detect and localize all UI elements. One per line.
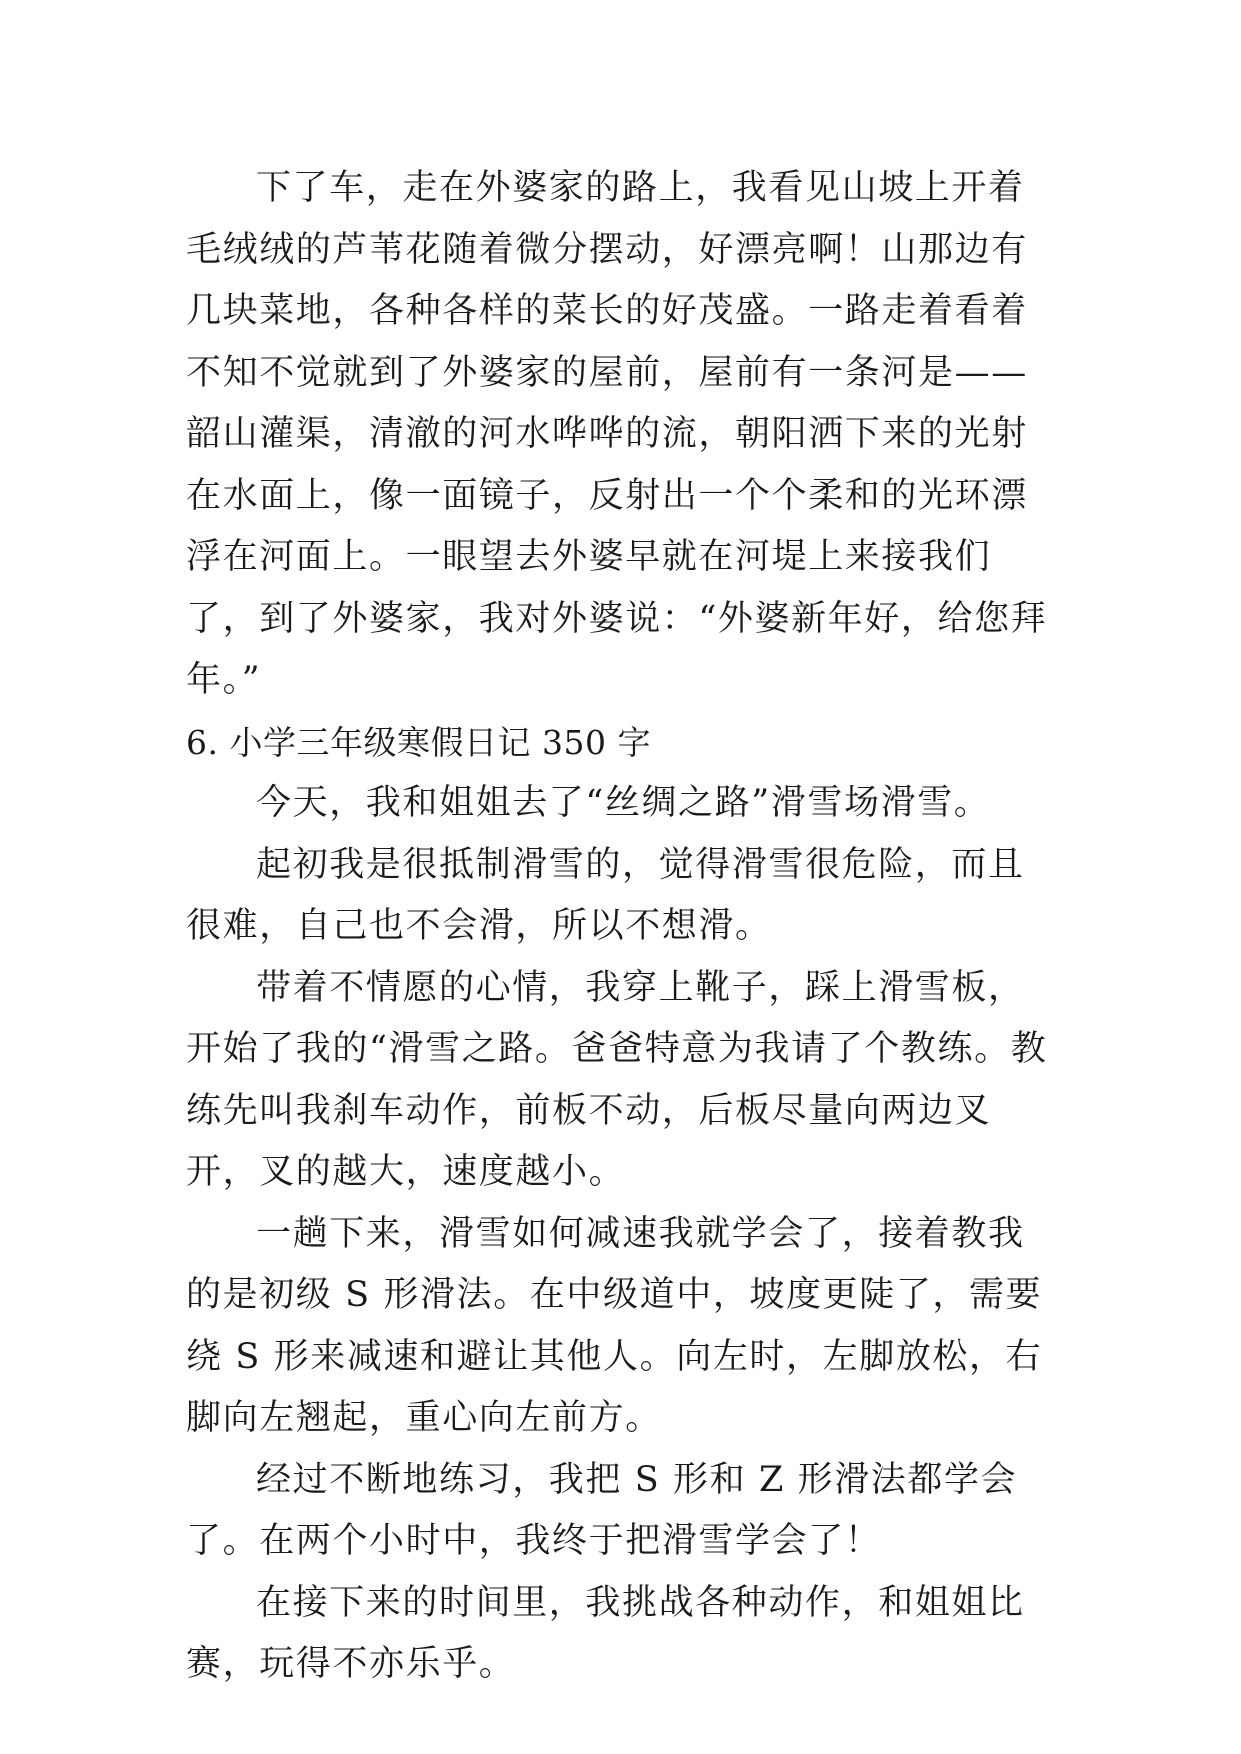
body-paragraph: 今天，我和姐姐去了“丝绸之路”滑雪场滑雪。 xyxy=(256,783,991,823)
body-paragraph: 带着不情愿的心情，我穿上靴子，踩上滑雪板，开始了我的“滑雪之路。爸爸特意为我请了个教练。教练先叫我刹车动作，前板不动，后板尽量向两边叉开，叉的越大，速度越小。 xyxy=(186,967,1048,1192)
body-paragraph: 经过不断地练习，我把 S 形和 Z 形滑法都学会了。在两个小时中，我终于把滑雪学会了！ xyxy=(186,1459,1018,1561)
document-page xyxy=(186,158,1056,1696)
body-paragraph: 下了车，走在外婆家的路上，我看见山坡上开着毛绒绒的芦苇花随着微分摆动，好漂亮啊！山那边有几块菜地，各种各样的菜长的好茂盛。一路走着看着不知不觉就到了外婆家的屋前，屋前有一条河是——韶山灌渠，清澈的河水哗哗的流，朝阳洒下来的光射在水面上，像一面镜子，反射出一个个柔和的光环漂浮在河面上。一眼望去外婆早就在河堤上来接我们了，到了外婆家，我对外婆说：“外婆新年好，给您拜年。” xyxy=(186,168,1048,700)
section-heading: 6. 小学三年级寒假日记 350 字 xyxy=(186,722,651,762)
body-paragraph: 起初我是很抵制滑雪的，觉得滑雪很危险，而且很难，自己也不会滑，所以不想滑。 xyxy=(186,844,1025,946)
body-paragraph: 在接下来的时间里，我挑战各种动作，和姐姐比赛，玩得不亦乐乎。 xyxy=(186,1582,1025,1684)
body-paragraph: 一趟下来，滑雪如何减速我就学会了，接着教我的是初级 S 形滑法。在中级道中，坡度更陡了，需要绕 S 形来减速和避让其他人。向左时，左脚放松，右脚向左翘起，重心向左前方。 xyxy=(186,1213,1043,1438)
